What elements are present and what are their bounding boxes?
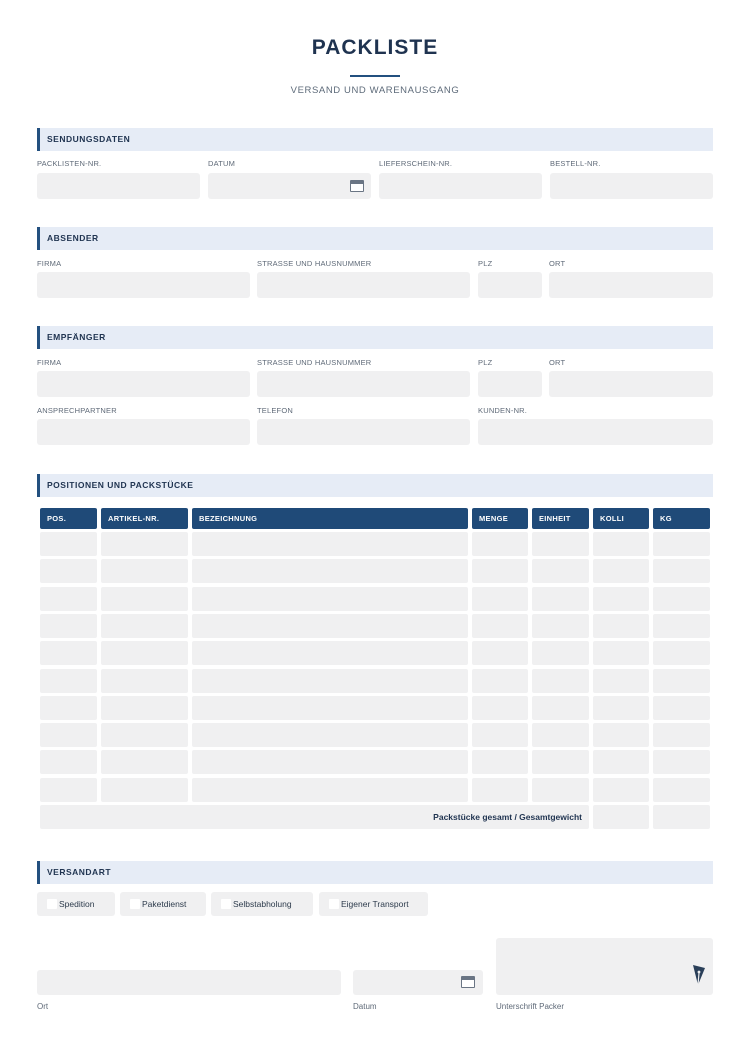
lieferschein-nr-label: LIEFERSCHEIN-NR. (379, 159, 453, 168)
table-cell-pos[interactable] (40, 696, 97, 720)
table-cell-einheit[interactable] (532, 532, 589, 556)
table-cell-bezeichnung[interactable] (192, 532, 468, 556)
ansprechpartner-field[interactable] (37, 419, 250, 445)
lieferschein-nr-field[interactable] (379, 173, 542, 199)
column-header-kg: KG (653, 508, 710, 529)
table-cell-kg[interactable] (653, 641, 710, 665)
column-header-pos: POS. (40, 508, 97, 529)
ort-label: Ort (37, 1002, 49, 1011)
empfaenger-strasse-field[interactable] (257, 371, 470, 397)
table-cell-pos[interactable] (40, 532, 97, 556)
table-cell-pos[interactable] (40, 723, 97, 747)
absender-plz-field[interactable] (478, 272, 542, 298)
table-cell-artikel-nr[interactable] (101, 587, 188, 611)
table-cell-einheit[interactable] (532, 696, 589, 720)
table-cell-pos[interactable] (40, 641, 97, 665)
section-heading: SENDUNGSDATEN (47, 134, 131, 144)
kunden-nr-field[interactable] (478, 419, 713, 445)
table-cell-menge[interactable] (472, 669, 528, 693)
table-cell-kg[interactable] (653, 669, 710, 693)
table-cell-kolli[interactable] (593, 587, 649, 611)
calendar-icon[interactable] (350, 180, 364, 192)
table-cell-artikel-nr[interactable] (101, 532, 188, 556)
section-empfaenger (37, 326, 713, 349)
table-cell-kg[interactable] (653, 778, 710, 802)
table-cell-pos[interactable] (40, 778, 97, 802)
packlisten-nr-field[interactable] (37, 173, 200, 199)
empfaenger-plz-label: PLZ (478, 358, 493, 367)
table-cell-kolli[interactable] (593, 750, 649, 774)
table-cell-kolli[interactable] (593, 723, 649, 747)
absender-ort-label: ORT (549, 259, 566, 268)
table-cell-einheit[interactable] (532, 723, 589, 747)
table-cell-menge[interactable] (472, 696, 528, 720)
ansprechpartner-label: ANSPRECHPARTNER (37, 406, 117, 415)
title-underline (350, 75, 400, 77)
table-cell-kg[interactable] (653, 559, 710, 583)
summary-kolli-field[interactable] (593, 805, 649, 829)
option-eigener-transport[interactable]: Eigener Transport (319, 892, 428, 916)
table-cell-kolli[interactable] (593, 669, 649, 693)
datum-label: DATUM (208, 159, 236, 168)
table-cell-bezeichnung[interactable] (192, 669, 468, 693)
column-header-bezeichnung: BEZEICHNUNG (192, 508, 468, 529)
table-cell-artikel-nr[interactable] (101, 614, 188, 638)
table-cell-kolli[interactable] (593, 641, 649, 665)
absender-ort-field[interactable] (549, 272, 713, 298)
column-header-kolli: KOLLI (593, 508, 649, 529)
table-cell-menge[interactable] (472, 559, 528, 583)
table-cell-kg[interactable] (653, 587, 710, 611)
table-cell-bezeichnung[interactable] (192, 750, 468, 774)
column-header-einheit: EINHEIT (532, 508, 589, 529)
table-cell-artikel-nr[interactable] (101, 723, 188, 747)
section-heading: ABSENDER (47, 233, 99, 243)
section-positionen (37, 474, 713, 497)
checkbox[interactable] (47, 899, 57, 909)
table-cell-kolli[interactable] (593, 559, 649, 583)
table-cell-einheit[interactable] (532, 614, 589, 638)
absender-firma-label: FIRMA (37, 259, 62, 268)
bestell-nr-label: BESTELL-NR. (550, 159, 601, 168)
column-header-menge: MENGE (472, 508, 528, 529)
table-cell-kolli[interactable] (593, 778, 649, 802)
checkbox[interactable] (130, 899, 140, 909)
table-cell-bezeichnung[interactable] (192, 614, 468, 638)
table-cell-kg[interactable] (653, 696, 710, 720)
table-cell-menge[interactable] (472, 723, 528, 747)
table-cell-einheit[interactable] (532, 778, 589, 802)
calendar-icon[interactable] (461, 976, 475, 988)
ort-field[interactable] (37, 970, 341, 995)
table-cell-artikel-nr[interactable] (101, 669, 188, 693)
table-cell-menge[interactable] (472, 750, 528, 774)
option-selbstabholung[interactable]: Selbstabholung (211, 892, 313, 916)
kunden-nr-label: KUNDEN-NR. (478, 406, 528, 415)
table-cell-bezeichnung[interactable] (192, 696, 468, 720)
table-cell-bezeichnung[interactable] (192, 587, 468, 611)
table-cell-bezeichnung[interactable] (192, 723, 468, 747)
table-cell-bezeichnung[interactable] (192, 559, 468, 583)
summary-row-label (40, 805, 589, 829)
table-cell-pos[interactable] (40, 750, 97, 774)
option-paketdienst[interactable]: Paketdienst (120, 892, 206, 916)
empfaenger-plz-field[interactable] (478, 371, 542, 397)
table-cell-artikel-nr[interactable] (101, 750, 188, 774)
datum-footer-label: Datum (353, 1002, 377, 1011)
table-cell-pos[interactable] (40, 559, 97, 583)
section-heading: VERSANDART (47, 867, 112, 877)
table-cell-artikel-nr[interactable] (101, 559, 188, 583)
absender-firma-field[interactable] (37, 272, 250, 298)
empfaenger-firma-label: FIRMA (37, 358, 62, 367)
page-title: PACKLISTE (311, 36, 439, 59)
table-cell-artikel-nr[interactable] (101, 641, 188, 665)
table-cell-kolli[interactable] (593, 532, 649, 556)
summary-label: Packstücke gesamt / Gesamtgewicht (433, 812, 582, 822)
table-cell-kg[interactable] (653, 750, 710, 774)
checkbox[interactable] (221, 899, 231, 909)
telefon-label: TELEFON (257, 406, 293, 415)
datum-field[interactable] (208, 173, 371, 199)
section-heading: POSITIONEN UND PACKSTÜCKE (47, 480, 194, 490)
table-cell-artikel-nr[interactable] (101, 696, 188, 720)
table-cell-menge[interactable] (472, 778, 528, 802)
telefon-field[interactable] (257, 419, 470, 445)
empfaenger-strasse-label: STRASSE UND HAUSNUMMER (257, 358, 372, 367)
table-cell-einheit[interactable] (532, 587, 589, 611)
option-spedition[interactable]: Spedition (37, 892, 115, 916)
table-cell-pos[interactable] (40, 587, 97, 611)
table-cell-menge[interactable] (472, 587, 528, 611)
absender-plz-label: PLZ (478, 259, 493, 268)
table-cell-menge[interactable] (472, 641, 528, 665)
empfaenger-ort-label: ORT (549, 358, 566, 367)
table-cell-kg[interactable] (653, 532, 710, 556)
absender-strasse-label: STRASSE UND HAUSNUMMER (257, 259, 372, 268)
packlisten-nr-label: PACKLISTEN-NR. (37, 159, 102, 168)
table-cell-artikel-nr[interactable] (101, 778, 188, 802)
signature-field[interactable] (496, 938, 713, 995)
table-cell-einheit[interactable] (532, 559, 589, 583)
section-versandart (37, 861, 713, 884)
table-cell-kolli[interactable] (593, 696, 649, 720)
pen-nib-icon (692, 964, 706, 986)
table-cell-bezeichnung[interactable] (192, 778, 468, 802)
empfaenger-ort-field[interactable] (549, 371, 713, 397)
table-cell-pos[interactable] (40, 614, 97, 638)
summary-kg-field[interactable] (653, 805, 710, 829)
empfaenger-firma-field[interactable] (37, 371, 250, 397)
section-absender (37, 227, 713, 250)
table-cell-pos[interactable] (40, 669, 97, 693)
absender-strasse-field[interactable] (257, 272, 470, 298)
signature-label: Unterschrift Packer (496, 1002, 565, 1011)
page-subtitle: VERSAND UND WARENAUSGANG (290, 85, 460, 96)
table-cell-einheit[interactable] (532, 750, 589, 774)
footer-datum-field[interactable] (353, 970, 483, 995)
table-cell-einheit[interactable] (532, 641, 589, 665)
table-cell-einheit[interactable] (532, 669, 589, 693)
section-sendungsdaten (37, 128, 713, 151)
section-heading: EMPFÄNGER (47, 332, 106, 342)
column-header-artikel-nr: ARTIKEL-NR. (101, 508, 188, 529)
table-cell-menge[interactable] (472, 614, 528, 638)
table-cell-kg[interactable] (653, 614, 710, 638)
table-cell-menge[interactable] (472, 532, 528, 556)
checkbox[interactable] (329, 899, 339, 909)
bestell-nr-field[interactable] (550, 173, 713, 199)
table-cell-kg[interactable] (653, 723, 710, 747)
table-cell-bezeichnung[interactable] (192, 641, 468, 665)
table-cell-kolli[interactable] (593, 614, 649, 638)
